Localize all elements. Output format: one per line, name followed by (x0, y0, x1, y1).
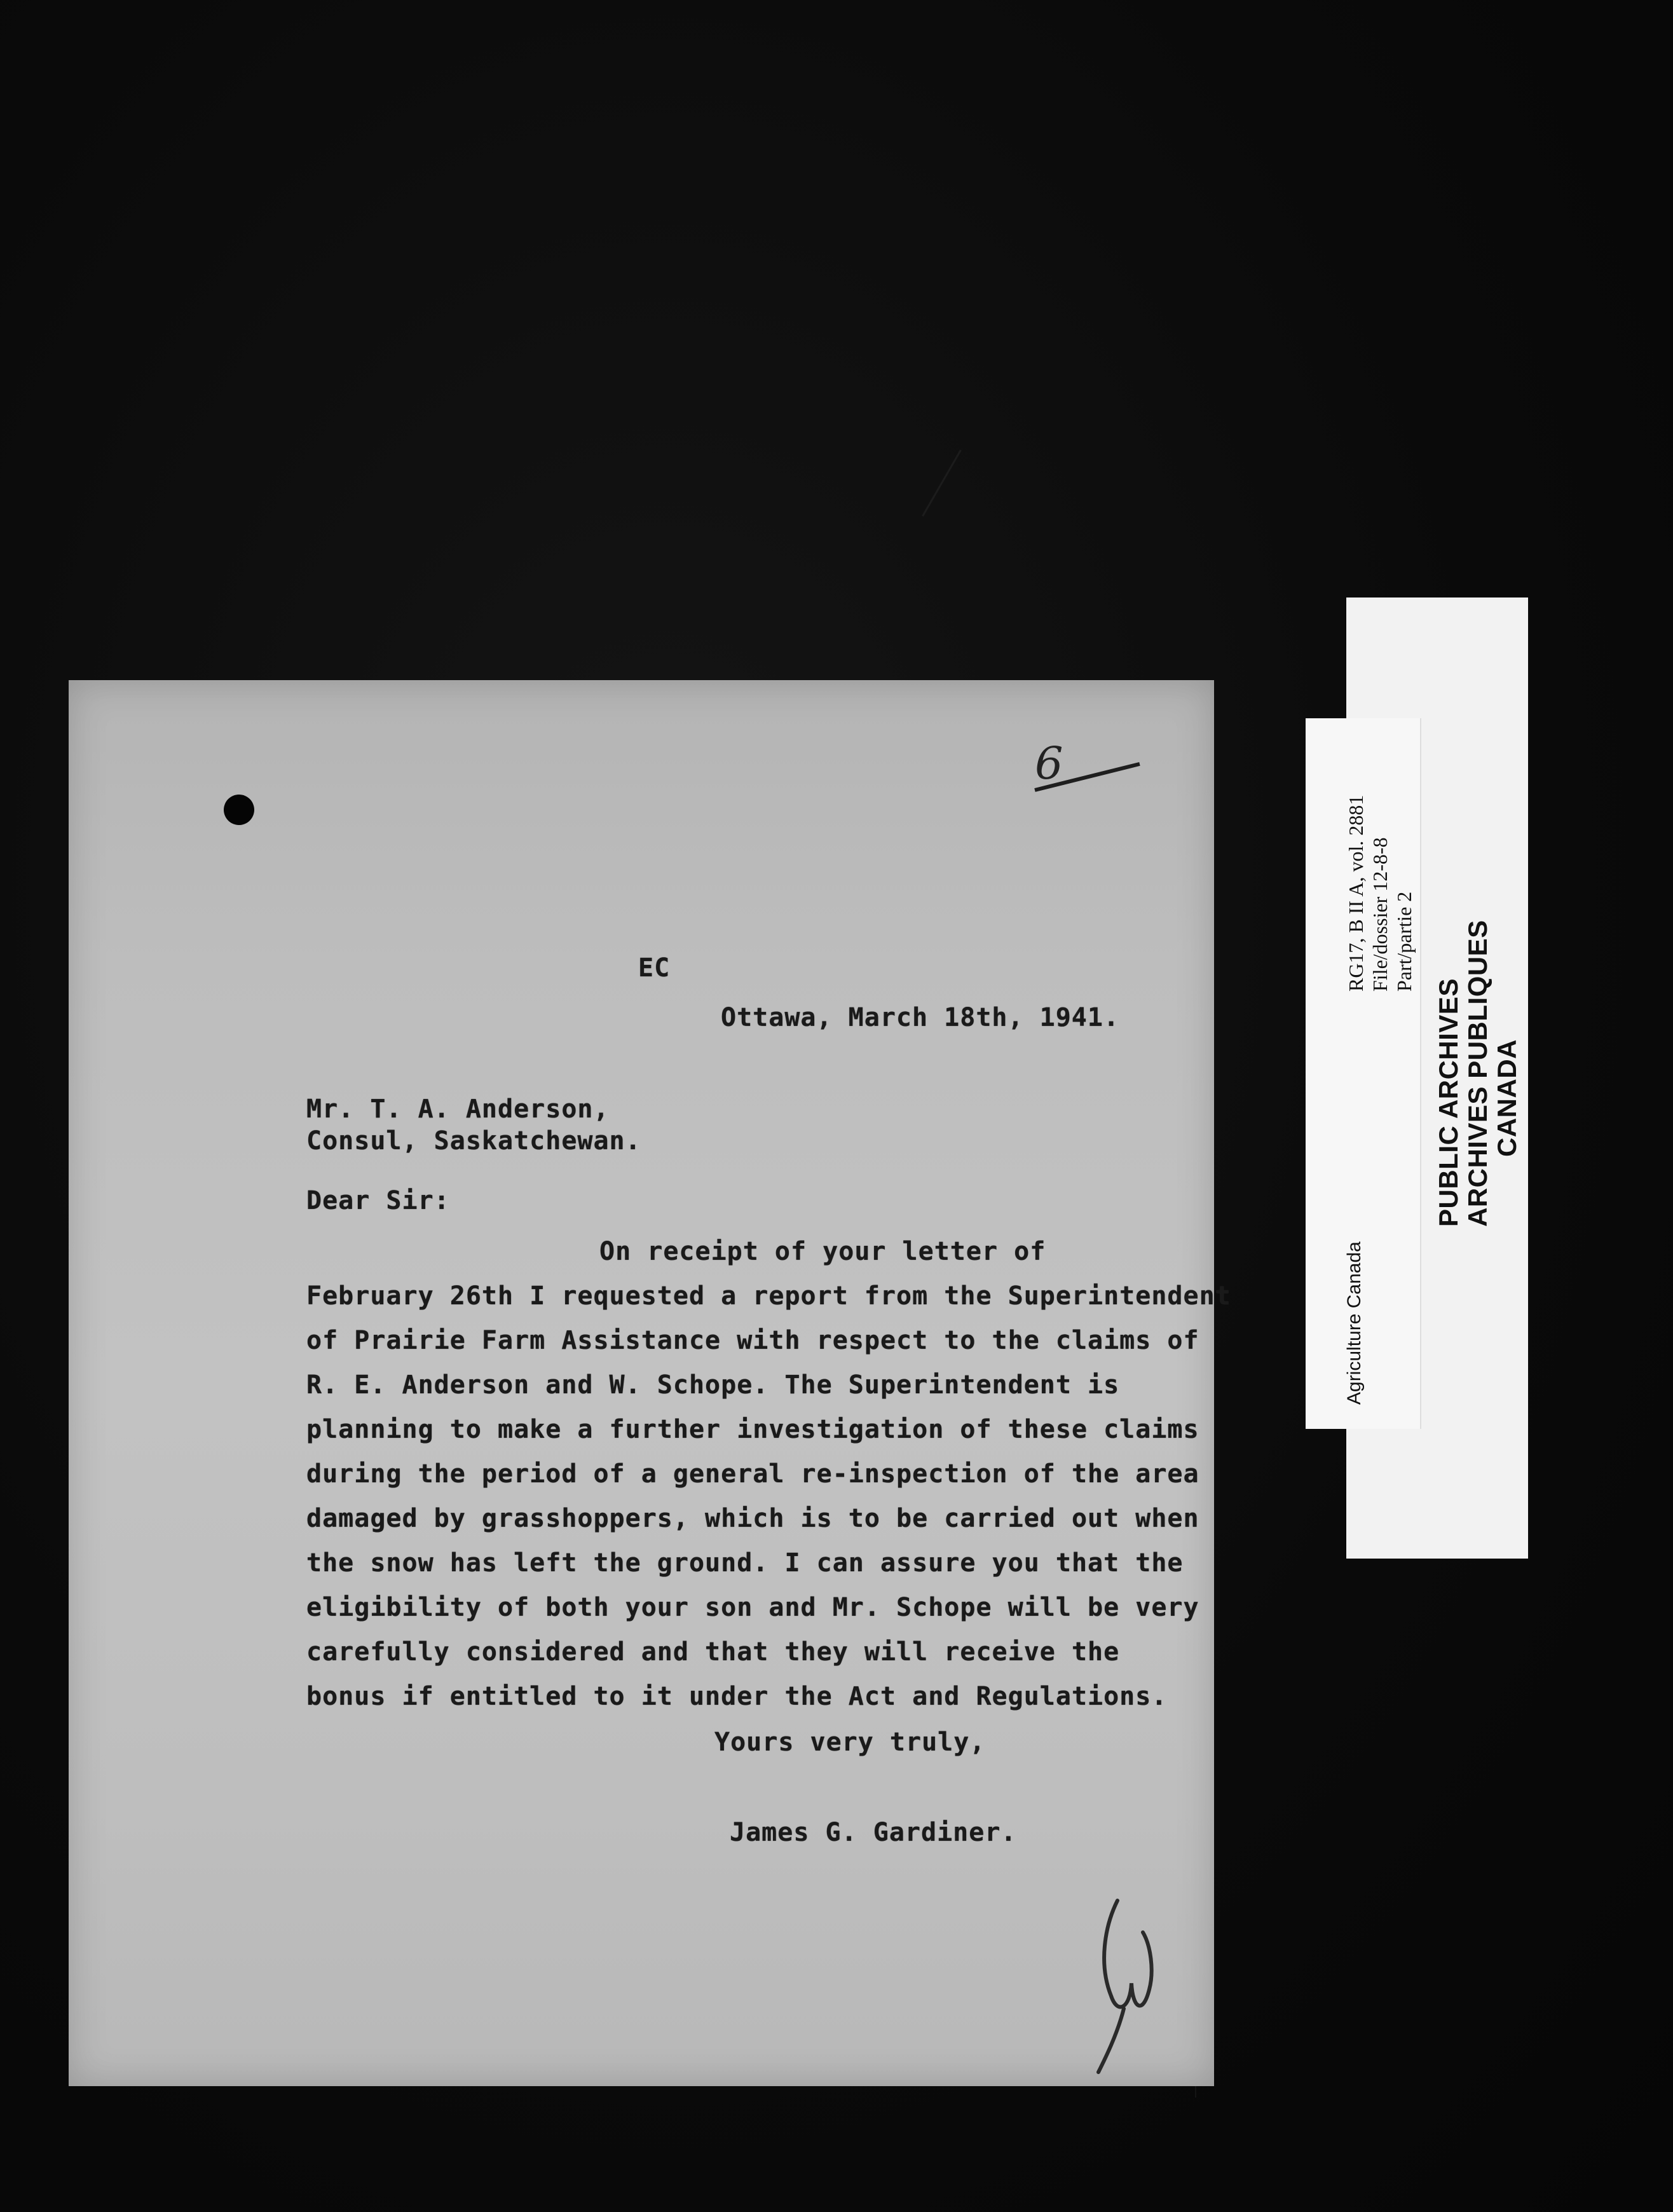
archive-stamp-line: PUBLIC ARCHIVES (1433, 978, 1463, 1227)
body-line: planning to make a further investigation of these claims (306, 1415, 1199, 1444)
body-line: bonus if entitled to it under the Act and Regulations. (306, 1682, 1168, 1711)
handwritten-page-number: 6 (1035, 737, 1063, 789)
body-line: February 26th I requested a report from the Superintendent (306, 1281, 1231, 1311)
body-line: the snow has left the ground. I can assure you that the (306, 1548, 1184, 1578)
archive-reference-label (1306, 718, 1421, 1429)
file-code: EC (638, 953, 671, 983)
film-scratch (922, 449, 962, 516)
recipient-line: Consul, Saskatchewan. (306, 1126, 641, 1156)
archive-reference-line: Part/partie 2 (1393, 891, 1416, 992)
body-line: damaged by grasshoppers, which is to be carried out when (306, 1504, 1199, 1533)
body-line: during the period of a general re-inspection of the area (306, 1459, 1199, 1489)
body-line: R. E. Anderson and W. Schope. The Superintendent is (306, 1370, 1120, 1400)
archive-stamp-line: ARCHIVES PUBLIQUES (1463, 920, 1492, 1227)
punch-hole (224, 795, 254, 825)
letter-page (69, 680, 1231, 2086)
archive-reference-line: RG17, B II A, vol. 2881 (1344, 795, 1367, 992)
body-line: eligibility of both your son and Mr. Schope will be very (306, 1593, 1199, 1622)
dateline: Ottawa, March 18th, 1941. (721, 1003, 1120, 1032)
handwritten-initial-mark (1079, 1888, 1181, 2079)
body-line: carefully considered and that they will receive the (306, 1637, 1120, 1667)
archive-stamp-line: CANADA (1492, 1039, 1522, 1157)
body-line: of Prairie Farm Assistance with respect to the claims of (306, 1326, 1199, 1355)
archive-institution: Agriculture Canada (1344, 1241, 1365, 1405)
closing: Yours very truly, (714, 1728, 986, 1757)
body-line: On receipt of your letter of (599, 1237, 1046, 1266)
signature: James G. Gardiner. (730, 1818, 1017, 1847)
recipient-line: Mr. T. A. Anderson, (306, 1095, 610, 1124)
archive-reference-line: File/dossier 12-8-8 (1369, 837, 1391, 992)
salutation: Dear Sir: (306, 1186, 450, 1215)
